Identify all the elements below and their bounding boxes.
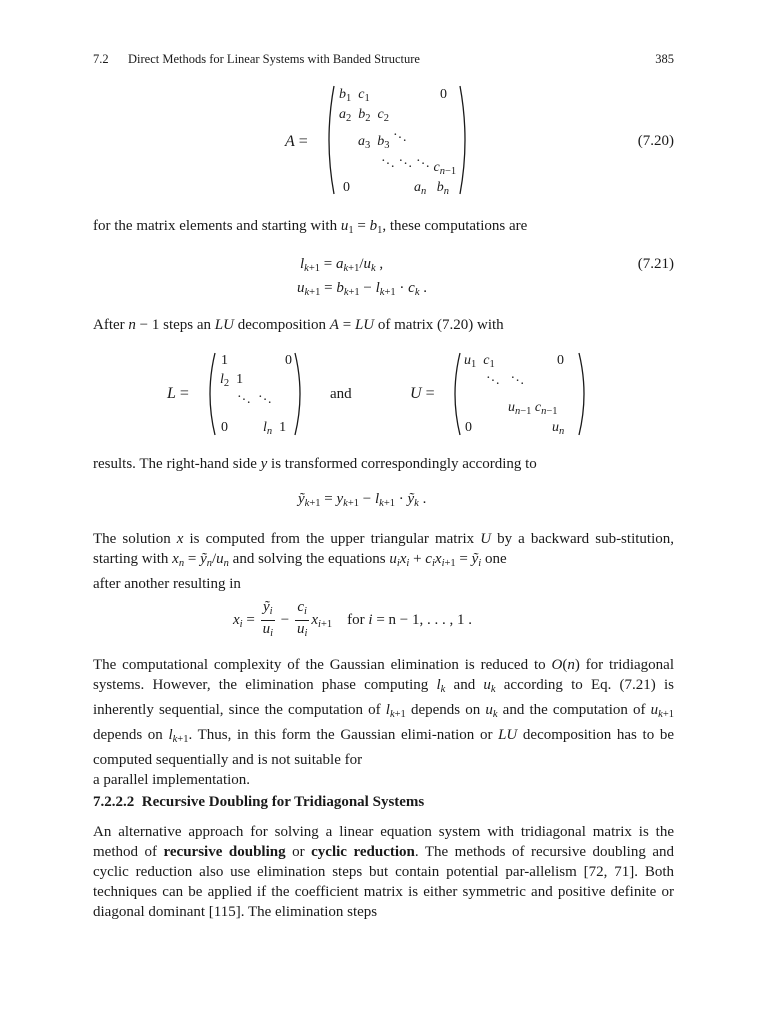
matrix-entry: $l_2$ 1 bbox=[220, 372, 244, 389]
equation-number-7-21: (7.21) bbox=[637, 256, 674, 272]
and-word: and bbox=[330, 386, 352, 402]
section-heading bbox=[93, 794, 424, 811]
matrix-entry: $b_1$ $c_1$ bbox=[339, 87, 370, 104]
matrix-entry: $u_n$ bbox=[552, 420, 565, 437]
paragraph-text: for the matrix elements and starting with bbox=[93, 218, 338, 234]
left-paren bbox=[322, 84, 336, 196]
matrix-entry: 0 bbox=[557, 353, 564, 368]
equation-y-tilde: ỹ$_{k+1}$ = $y_{k+1} - l_{k+1}$ · ỹ$_k$ . bbox=[298, 491, 427, 509]
right-paren bbox=[577, 351, 591, 437]
section-number: 7.2.2.2 bbox=[93, 794, 135, 810]
equation-backward-substitution: $x_i$ = $\frac{ỹ_i}{u_i}$ − $\frac{c_i}{u_i}$ $x_{i+1}$ for i = n − 1, . . . , 1 . bbox=[233, 599, 472, 642]
left-paren bbox=[448, 351, 462, 437]
bold-term: recursive doubling bbox=[163, 844, 286, 860]
paragraph-text: is transformed correspondingly according to bbox=[271, 456, 537, 472]
matrix-entry: $a_2$ $b_2$ $c_2$ bbox=[339, 107, 389, 124]
matrix-entry: 0 bbox=[221, 420, 228, 435]
matrix-entry: 0 bbox=[440, 87, 447, 102]
running-header-title: Direct Methods for Linear Systems with Banded Structure bbox=[128, 52, 420, 66]
right-paren bbox=[458, 84, 472, 196]
matrix-entry: $u_{n-1}$ $c_{n-1}$ bbox=[508, 400, 558, 417]
matrix-l-label: L = bbox=[167, 385, 189, 402]
equation-line: $u_{k+1} = b_{k+1} - l_{k+1} \cdot c_k$ . bbox=[297, 280, 427, 298]
fraction: $\frac{c_i}{u_i}$ bbox=[296, 599, 308, 639]
matrix-entry: 0 bbox=[465, 420, 472, 435]
index-range: = n − 1, . . . , 1 . bbox=[376, 611, 472, 628]
for-word: for bbox=[347, 611, 365, 628]
matrix-a-label: A = bbox=[285, 133, 308, 150]
equation-number-7-20: (7.20) bbox=[637, 133, 674, 149]
matrix-entry: 0 bbox=[343, 180, 350, 195]
matrix-u-label: U = bbox=[410, 385, 435, 402]
fraction: $\frac{ỹ_i}{u_i}$ bbox=[262, 599, 273, 639]
bold-term: cyclic reduction bbox=[311, 844, 415, 860]
matrix-entry: ··· ··· bbox=[486, 371, 525, 392]
paragraph-text: The computational complexity of the Gaussian elimination is reduced to bbox=[93, 657, 546, 673]
running-header-section-number: 7.2 bbox=[93, 52, 109, 66]
left-paren bbox=[203, 351, 217, 437]
matrix-entry: ··· ··· ··· $c_{n-1}$ bbox=[381, 154, 457, 177]
matrix-entry: $a_3$ $b_3$ ··· bbox=[358, 128, 408, 151]
paragraph-text: results. The right-hand side bbox=[93, 456, 257, 472]
matrix-entry: $a_n$ $b_n$ bbox=[414, 180, 449, 197]
matrix-entry: $l_n$ 1 bbox=[263, 420, 287, 437]
matrix-entry: 1 bbox=[221, 353, 228, 368]
matrix-entry: 0 bbox=[285, 353, 292, 368]
right-paren bbox=[293, 351, 307, 437]
matrix-entry: $u_1$ $c_1$ bbox=[464, 353, 495, 370]
section-title: Recursive Doubling for Tridiagonal Systems bbox=[141, 794, 425, 810]
equation-line: $l_{k+1} = a_{k+1}/u_k$ , bbox=[300, 256, 384, 274]
matrix-entry: ··· ··· bbox=[237, 390, 273, 411]
paragraph: results. The right-hand side y is transformed correspondingly according to bbox=[93, 456, 537, 472]
paragraph: for the matrix elements and starting with $u_1 = b_1$, these computations are bbox=[93, 218, 528, 236]
paragraph: The solution x is computed from the upper triangular matrix U by a backward sub-stitution, starting with $x_n$ = $ỹ_n/u_n$ and solving the equations $u_ix_i + c_ix_{i+1}$ = ỹ$_i$ one after another resulting in bbox=[93, 531, 674, 592]
paragraph: After n − 1 steps an LU decomposition A = LU of matrix (7.20) with bbox=[93, 317, 504, 333]
page-number: 385 bbox=[655, 52, 674, 66]
paragraph: An alternative approach for solving a linear equation system with tridiagonal matrix is the method of recursive doubling or cyclic reduction. The methods of recursive doubling and cyclic reduction also use elimination steps but contain potential par-allelism [72, 71]. Both techniques can be applied if the coefficient matrix is either symmetric and positive definite or diagonal dominant [115]. The elimination steps bbox=[93, 824, 675, 920]
paragraph: The computational complexity of the Gaussian elimination is reduced to O(n) for tridiagonal systems. However, the elimination phase computing $l_k$ and $u_k$ according to Eq. (7.21) is inherently sequential, since the computation of $l_{k+1}$ depends on $u_k$ and the computation of $u_{k+1}$ depends on $l_{k+1}$. Thus, in this form the Gaussian elimi-nation or LU decomposition has to be computed sequentially and is not suitable for a parallel implementation. bbox=[93, 657, 675, 788]
